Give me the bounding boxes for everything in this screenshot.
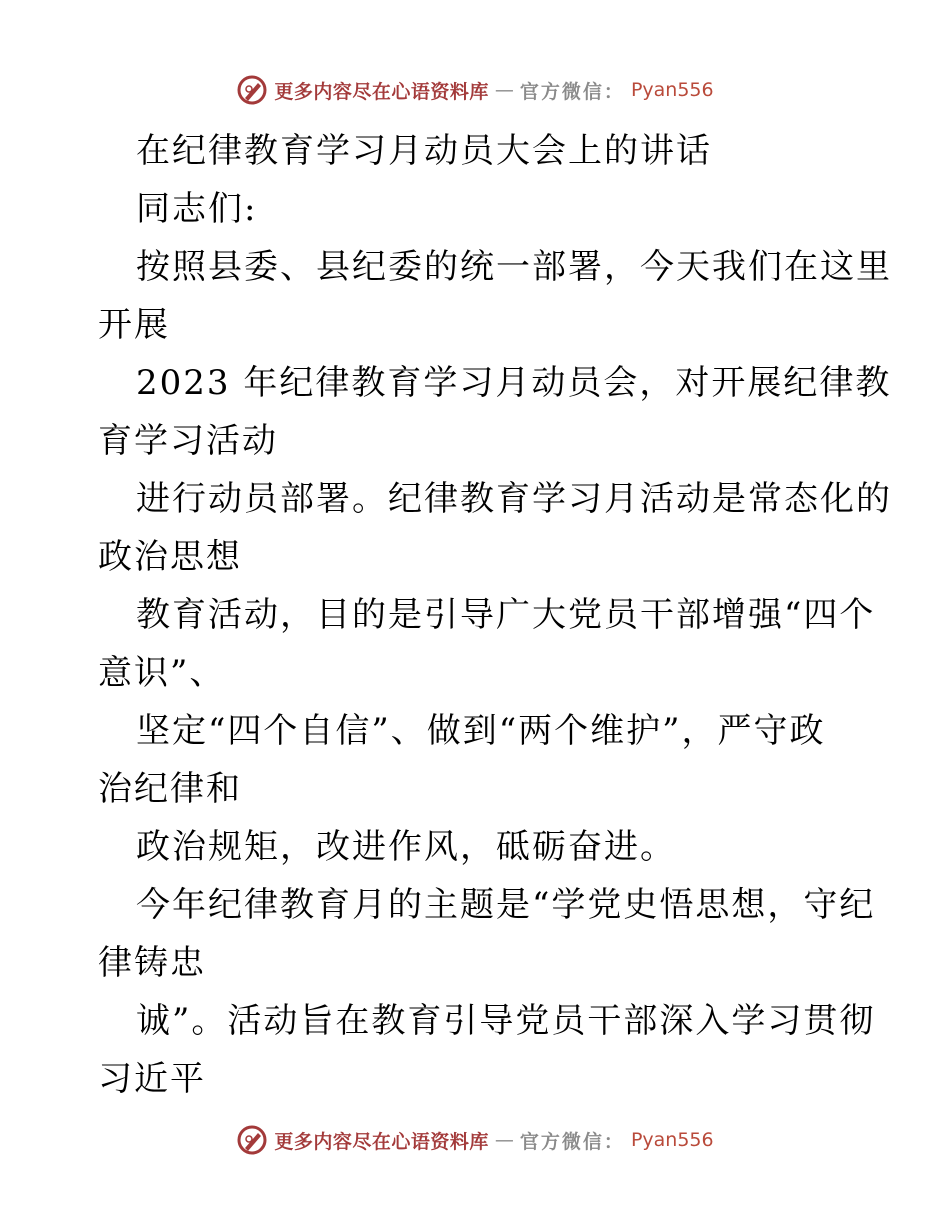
document-line: 政治思想 [98, 537, 242, 577]
document-line: 意识”、 [98, 653, 226, 693]
pen-logo-icon [236, 74, 268, 106]
document-line: 坚定“四个自信”、做到“两个维护”，严守政 [136, 711, 826, 751]
document-line: 教育活动，目的是引导广大党员干部增强“四个 [136, 595, 876, 635]
document-line: 今年纪律教育月的主题是“学党史悟思想，守纪 [136, 885, 876, 925]
watermark-dash: — [494, 1129, 514, 1151]
pen-logo-icon [236, 1124, 268, 1156]
document-line: 律铸忠 [98, 943, 206, 983]
document-line: 育学习活动 [98, 421, 278, 461]
watermark-official-label: 官方微信： [519, 1130, 625, 1153]
document-line: 治纪律和 [98, 769, 242, 809]
document-title: 在纪律教育学习月动员大会上的讲话 [136, 131, 712, 171]
document-line: 习近平 [98, 1059, 206, 1099]
watermark-dash: — [494, 79, 514, 101]
document-line: 诚”。活动旨在教育引导党员干部深入学习贯彻 [136, 1001, 876, 1041]
document-line: 同志们: [136, 189, 258, 229]
watermark-text: 更多内容尽在心语资料库 [274, 80, 489, 103]
footer-watermark [0, 1120, 950, 1160]
header-watermark [0, 70, 950, 110]
document-line: 按照县委、县纪委的统一部署，今天我们在这里 [136, 247, 892, 287]
watermark-text: 更多内容尽在心语资料库 [274, 1130, 489, 1153]
watermark-wechat-id: Pyan556 [630, 79, 714, 101]
watermark-official-label: 官方微信： [519, 80, 625, 103]
document-line: 开展 [98, 305, 170, 345]
document-line: 2023 年纪律教育学习月动员会，对开展纪律教 [136, 363, 892, 403]
watermark-wechat-id: Pyan556 [630, 1129, 714, 1151]
document-line: 进行动员部署。纪律教育学习月活动是常态化的 [136, 479, 892, 519]
document-body [98, 122, 892, 1108]
document-line: 政治规矩，改进作风，砥砺奋进。 [136, 827, 676, 867]
